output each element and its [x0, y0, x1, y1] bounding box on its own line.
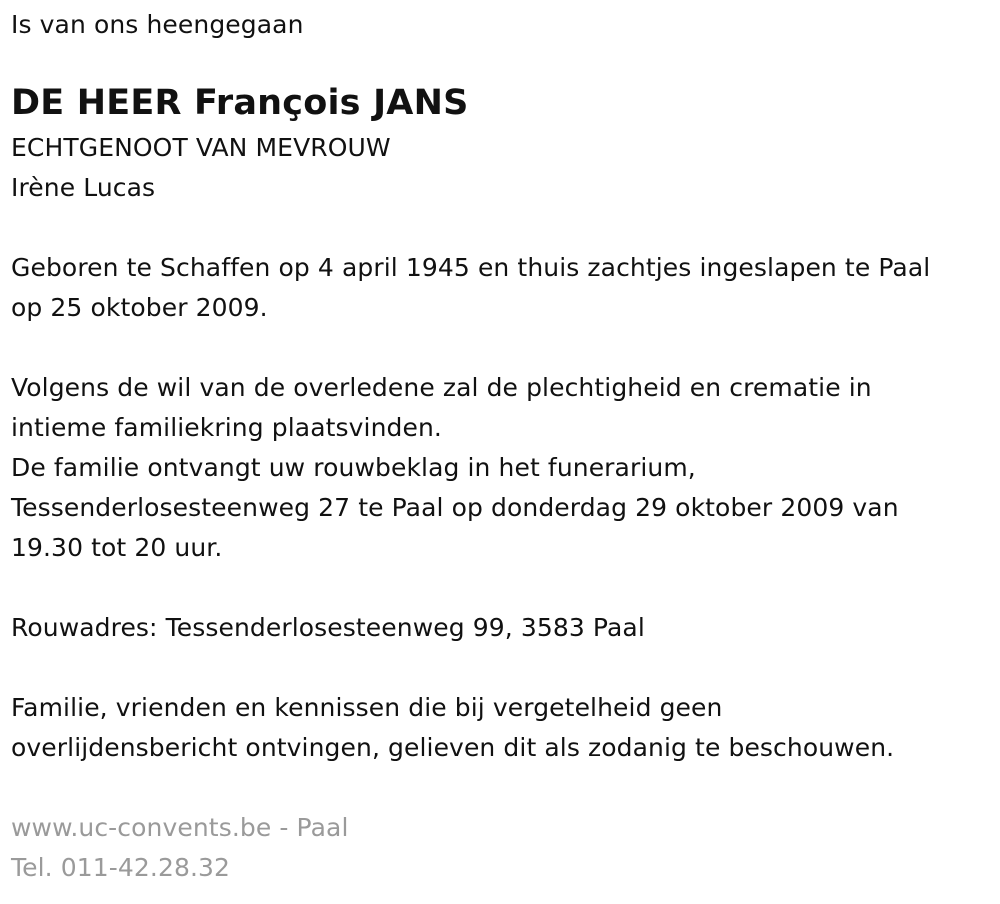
ceremony-line-2: intieme familiekring plaatsvinden.: [11, 413, 442, 442]
ceremony-line-5: 19.30 tot 20 uur.: [11, 533, 223, 562]
mourning-address: Rouwadres: Tessenderlosesteenweg 99, 3583 Paal: [11, 613, 645, 642]
footer: [11, 808, 1000, 888]
ceremony-line-4: Tessenderlosesteenweg 27 te Paal op donderdag 29 oktober 2009 van: [11, 493, 899, 522]
birth-death-paragraph: [11, 248, 1000, 328]
note-line-1: Familie, vrienden en kennissen die bij vergetelheid geen: [11, 693, 723, 722]
deceased-name: DE HEER François JANS: [11, 83, 469, 123]
spacer: [11, 768, 1000, 808]
ceremony-line-3: De familie ontvangt uw rouwbeklag in het funerarium,: [11, 453, 696, 482]
spacer: [11, 208, 1000, 248]
ceremony-line-1: Volgens de wil van de overledene zal de plechtigheid en crematie in: [11, 373, 872, 402]
spacer: [11, 328, 1000, 368]
ceremony-paragraph: [11, 368, 1000, 568]
spacer: [11, 568, 1000, 608]
intro-text: Is van ons heengegaan: [11, 10, 304, 39]
spouse-name: Irène Lucas: [11, 173, 156, 202]
spouse-label: ECHTGENOOT VAN MEVROUW: [11, 133, 391, 162]
note-line-2: overlijdensbericht ontvingen, gelieven dit als zodanig te beschouwen.: [11, 733, 895, 762]
birth-line-1: Geboren te Schaffen op 4 april 1945 en thuis zachtjes ingeslapen te Paal: [11, 253, 931, 282]
footer-website: www.uc-convents.be - Paal: [11, 813, 349, 842]
note-paragraph: [11, 688, 1000, 768]
spacer: [11, 648, 1000, 688]
footer-phone: Tel. 011-42.28.32: [11, 853, 231, 882]
birth-line-2: op 25 oktober 2009.: [11, 293, 268, 322]
